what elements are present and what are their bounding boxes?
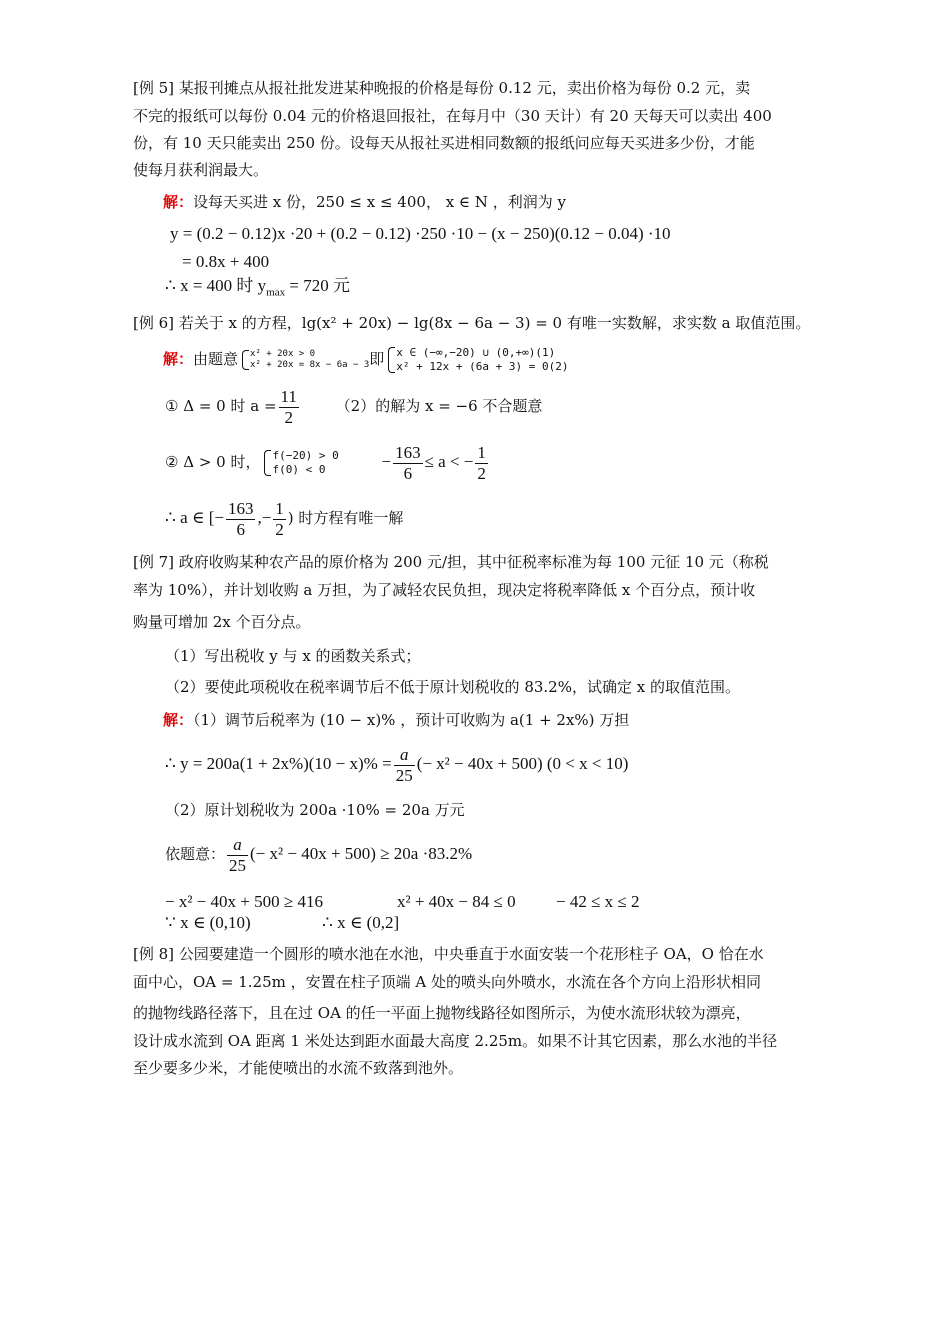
solution-label: 解：: [163, 350, 194, 368]
ex6-conclusion-fraction-1: [226, 499, 256, 540]
ex8-problem-line-4: 设计成水流到 OA 距离 1 米处达到距水面最大高度 2.25m。如果不计其它因素，那么水池的半径: [133, 1032, 778, 1050]
ex7-equation-2-prefix: 依题意：: [165, 845, 226, 863]
fraction-denominator: 2: [477, 463, 486, 483]
ex6-system-3-row-2: f(0) < 0: [272, 463, 326, 476]
ex6-case-2: [165, 440, 490, 484]
ex5-conclusion-end: = 720 元: [285, 276, 350, 295]
ex7-solution-text: （1）调节后税率为 (10 − x)% ，预计可收购为 a(1 + 2x%) 万担: [193, 711, 630, 729]
ex6-case-2-fraction-1: [393, 443, 423, 484]
ex6-problem-line-1: [例 6] 若关于 x 的方程，lg(x² + 20x) − lg(8x − 6a − 3) = 0 有唯一实数解，求实数 a 取值范围。: [133, 314, 811, 332]
ex6-system-2-row-2: x² + 12x + (6a + 3) = 0(2): [396, 360, 569, 373]
fraction-numerator: 1: [275, 498, 284, 518]
ex6-case-2-fraction-2: [475, 443, 488, 484]
ex5-solution-line-1: [163, 192, 566, 212]
ex7-inequality-b: x² + 40x − 84 ≤ 0: [397, 892, 516, 911]
fraction-numerator: 1: [477, 442, 486, 462]
ex7-solution-line-1: [163, 710, 629, 730]
fraction-numerator: a: [227, 835, 248, 856]
ex6-conclusion-separator: ,−: [257, 508, 272, 527]
ex5-problem-line-1: [例 5] 某报刊摊点从报社批发进某种晚报的价格是每份 0.12 元，卖出价格为每份 0.2 元，卖: [133, 79, 751, 97]
ex7-range-result: ∴ x ∈ (0,2]: [322, 913, 400, 932]
ex6-conclusion-text: ) 时方程有唯一解: [287, 509, 404, 527]
ex6-case-1-prefix: ① Δ = 0 时 a =: [165, 397, 277, 415]
fraction-denominator: 2: [275, 519, 284, 539]
fraction-denominator: 6: [236, 519, 245, 539]
ex6-case-1-fraction: [279, 387, 299, 428]
ex7-equation-1-body: (− x² − 40x + 500) (0 < x < 10): [416, 754, 629, 773]
ex6-solution-prefix: 由题意: [193, 350, 239, 368]
ex6-conclusion: [165, 496, 403, 540]
ex7-equation-2: [165, 832, 472, 876]
solution-label: 解：: [163, 711, 194, 729]
ex7-range-given: ∵ x ∈ (0,10): [165, 913, 251, 932]
ex8-problem-line-5: 至少要多少米，才能使喷出的水流不致落到池外。: [133, 1059, 464, 1077]
ex5-problem-line-4: 使每月获利润最大。: [133, 161, 269, 179]
ex6-system-3: [262, 449, 338, 477]
fraction-numerator: 163: [227, 498, 254, 518]
ex5-equation-1: y = (0.2 − 0.12)x ·20 + (0.2 − 0.12) ·250 ·10 − (x − 250)(0.12 − 0.04) ·10: [170, 224, 671, 243]
ex6-case-2-prefix: ② Δ > 0 时，: [165, 453, 261, 471]
ex7-question-1: （1）写出税收 y 与 x 的函数关系式；: [165, 647, 421, 665]
ex5-equation-2: = 0.8x + 400: [182, 252, 270, 271]
fraction-denominator: 2: [284, 407, 293, 427]
ex7-problem-line-2: 率为 10%），并计划收购 a 万担，为了减轻农民负担，现决定将税率降低 x 个百分点，预计收: [133, 581, 756, 599]
ex6-system-3-row-1: f(−20) > 0: [272, 449, 339, 462]
ex8-problem-line-3: 的抛物线路径落下，且在过 OA 的任一平面上抛物线路径如图所示，为使水流形状较为漂亮，: [133, 1004, 751, 1022]
ex6-system-1-row-1: x² + 20x > 0: [250, 349, 316, 359]
ex6-system-2: [386, 346, 568, 374]
ex6-case-2-inequality: ≤ a < −: [424, 452, 474, 471]
fraction-denominator: 25: [229, 855, 247, 875]
ex7-equation-2-fraction: [227, 835, 248, 876]
ex6-case-2-minus: −: [381, 452, 392, 471]
ex7-equation-1: [165, 742, 628, 786]
fraction-denominator: 25: [395, 765, 413, 785]
ex6-case-1-note: （2）的解为 x = −6 不合题意: [335, 397, 543, 415]
ex6-conclusion-prefix: ∴ a ∈ [−: [165, 508, 224, 527]
ex7-solution-line-2: （2）原计划税收为 200a ·10% = 20a 万元: [165, 801, 465, 819]
ex5-conclusion: [165, 276, 350, 302]
ex7-inequality-c: − 42 ≤ x ≤ 2: [556, 892, 640, 911]
ex7-problem-line-3: 购量可增加 2x 个百分点。: [133, 613, 311, 631]
ex5-conclusion-text: ∴ x = 400 时 y: [165, 276, 267, 295]
ex5-conclusion-subscript: max: [266, 286, 286, 299]
ex7-equation-2-body: (− x² − 40x + 500) ≥ 20a ·83.2%: [250, 844, 473, 863]
ex6-system-2-row-1: x ∈ (−∞,−20) ∪ (0,+∞)(1): [396, 346, 556, 359]
ex6-case-1: [165, 384, 542, 428]
ex5-problem-line-2: 不完的报纸可以每份 0.04 元的价格退回报社，在每月中（30 天计）有 20 天每天可以卖出 400: [133, 107, 772, 125]
ex8-problem-line-1: [例 8] 公园要建造一个圆形的喷水池在水池，中央垂直于水面安装一个花形柱子 OA，O 恰在水: [133, 945, 764, 963]
ex6-conclusion-fraction-2: [273, 499, 286, 540]
ex7-equation-1-fraction: [394, 745, 415, 786]
ex7-inequality-a: − x² − 40x + 500 ≥ 416: [165, 892, 323, 911]
ex8-problem-line-2: 面中心，OA = 1.25m ，安置在柱子顶端 A 处的喷头向外喷水，水流在各个方向上沿形状相同: [133, 973, 761, 991]
ex5-solution-text: 设每天买进 x 份，250 ≤ x ≤ 400， x ∈ N ，利润为 y: [193, 193, 566, 211]
ex6-system-1: [240, 349, 369, 371]
fraction-numerator: 163: [395, 442, 421, 462]
ex7-equation-1-prefix: ∴ y = 200a(1 + 2x%)(10 − x)% =: [165, 754, 392, 773]
fraction-denominator: 6: [403, 463, 413, 483]
ex5-problem-line-3: 份，有 10 天只能卖出 250 份。设每天从报社买进相同数额的报纸问应每天买进多少份，才能: [133, 134, 755, 152]
ex6-solution-line-1: [163, 346, 568, 374]
ex7-problem-line-1: [例 7] 政府收购某种农产品的原价格为 200 元/担，其中征税率标准为每 100 元征 10 元（称税: [133, 553, 769, 571]
ex6-system-1-row-2: x² + 20x = 8x − 6a − 3: [250, 360, 370, 370]
ex6-solution-mid: 即: [369, 350, 385, 368]
fraction-numerator: a: [394, 745, 415, 766]
solution-label: 解：: [163, 193, 194, 211]
fraction-numerator: 11: [280, 386, 297, 406]
ex7-question-2: （2）要使此项税收在税率调节后不低于原计划税收的 83.2%，试确定 x 的取值范围。: [165, 678, 740, 696]
